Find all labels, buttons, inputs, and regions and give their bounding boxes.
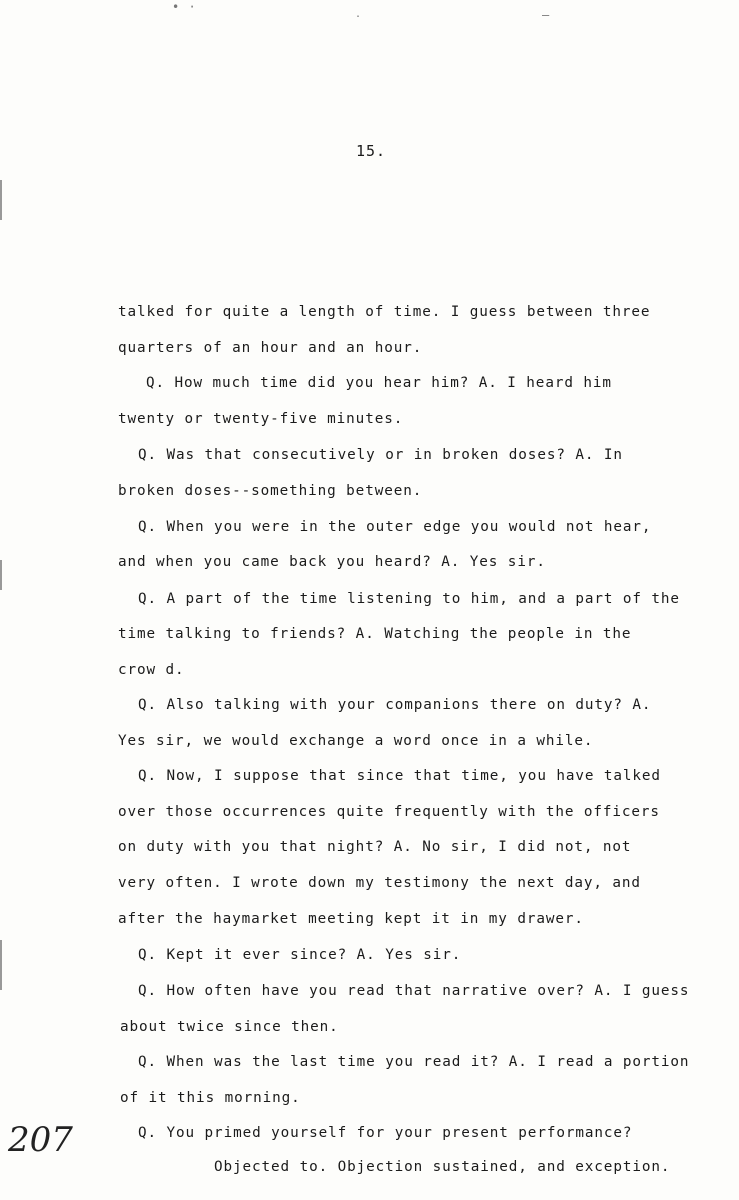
text-line: talked for quite a length of time. I guess between three (118, 304, 651, 320)
text-line: after the haymarket meeting kept it in my drawer. (118, 911, 584, 927)
text-line: time talking to friends? A. Watching the people in the (118, 626, 632, 642)
margin-annotation: 207 (8, 1120, 73, 1160)
text-line: Q. Kept it ever since? A. Yes sir. (138, 947, 462, 963)
text-line: Q. How much time did you hear him? A. I heard him (146, 375, 612, 391)
text-line: very often. I wrote down my testimony the next day, and (118, 875, 641, 891)
text-line: Q. A part of the time listening to him, and a part of the (138, 591, 680, 607)
text-line: and when you came back you heard? A. Yes sir. (118, 554, 546, 570)
text-line: Q. Also talking with your companions there on duty? A. (138, 697, 652, 713)
page-number: 15. (356, 142, 387, 160)
text-line: Q. Now, I suppose that since that time, you have talked (138, 768, 661, 784)
text-line: Objected to. Objection sustained, and exception. (214, 1159, 671, 1175)
text-line: Q. You primed yourself for your present performance? (138, 1125, 633, 1141)
text-line: Q. Was that consecutively or in broken doses? A. In (138, 447, 623, 463)
scan-edge-mark (0, 560, 2, 590)
text-line: Q. When was the last time you read it? A. I read a portion (138, 1054, 690, 1070)
text-line: Q. How often have you read that narrative over? A. I guess (138, 983, 690, 999)
scan-edge-mark (0, 180, 2, 220)
text-line: on duty with you that night? A. No sir, I did not, not (118, 839, 632, 855)
scan-artifact: • · (172, 0, 197, 14)
scan-artifact: ․ (356, 6, 362, 20)
text-line: over those occurrences quite frequently with the officers (118, 804, 660, 820)
scan-artifact: — (542, 8, 551, 22)
text-line: quarters of an hour and an hour. (118, 340, 423, 356)
text-line: of it this morning. (120, 1090, 301, 1106)
text-line: about twice since then. (120, 1019, 339, 1035)
text-line: broken doses--something between. (118, 483, 423, 499)
text-line: crow d. (118, 662, 185, 678)
scan-edge-mark (0, 940, 2, 990)
text-line: Yes sir, we would exchange a word once in a while. (118, 733, 594, 749)
text-line: twenty or twenty-five minutes. (118, 411, 404, 427)
text-line: Q. When you were in the outer edge you would not hear, (138, 519, 652, 535)
